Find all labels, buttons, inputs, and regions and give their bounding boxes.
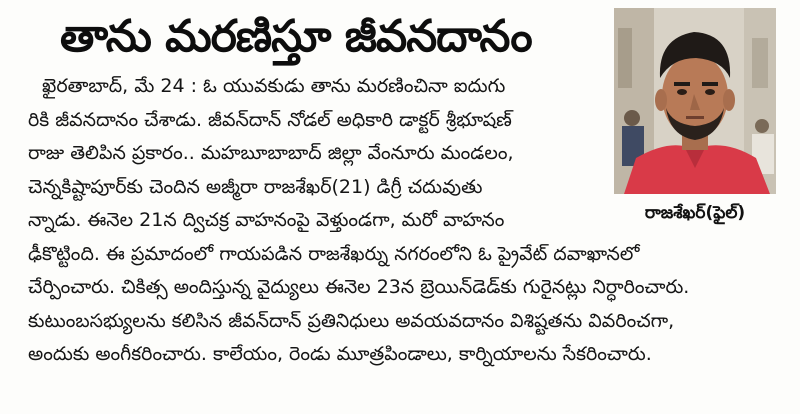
article-line-7: చేర్పించారు. చికిత్స అందిస్తున్న వైద్యులు ఈనెల 23న బ్రెయిన్‌డెడ్‌కు గురైనట్లు నిర్ధారించారు. [28, 276, 690, 298]
photo-caption: రాజశేఖర్(ఫైల్) [644, 203, 746, 223]
article-line-8: కుటుంబసభ్యులను కలిసిన జీవన్‌దాన్ ప్రతినిధులు అవయవదానం విశిష్టతను వివరించగా, [28, 309, 675, 332]
article-line-5: న్నాడు. ఈనెల 21న ద్విచక్ర వాహనంపై వెళ్తుండగా, మరో వాహనం [28, 209, 505, 231]
portrait-photo [614, 8, 776, 194]
article-line-4: చెన్నకిష్టాపూర్‌కు చెందిన అజ్మీరా రాజశేఖర్(21) డిగ్రీ చదువుతు [28, 175, 483, 198]
article-line-6: ఢీకొట్టింది. ఈ ప్రమాదంలో గాయపడిన రాజశేఖర్ను నగరంలోని ఓ ప్రైవేట్ దవాఖానలో [28, 242, 640, 265]
portrait-illustration [614, 8, 776, 194]
article-headline: తాను మరణిస్తూ జీవనదానం [60, 11, 532, 62]
article-body [28, 70, 690, 372]
article-line-1: ఖైరతాబాద్, మే 24 : ఓ యువకుడు తాను మరణించినా ఐదుగు [42, 75, 506, 97]
article-line-3: రాజు తెలిపిన ప్రకారం.. మహబూబాబాద్ జిల్లా వేంనూరు మండలం, [28, 142, 514, 164]
article-line-9: అందుకు అంగీకరించారు. కాలేయం, రెండు మూత్రపిండాలు, కార్నియాలను సేకరించారు. [28, 343, 652, 365]
article-line-2: రికి జీవనదానం చేశాడు. జీవన్‌దాన్ నోడల్ అధికారి డాక్టర్ శ్రీభూషణ్ [28, 108, 512, 131]
